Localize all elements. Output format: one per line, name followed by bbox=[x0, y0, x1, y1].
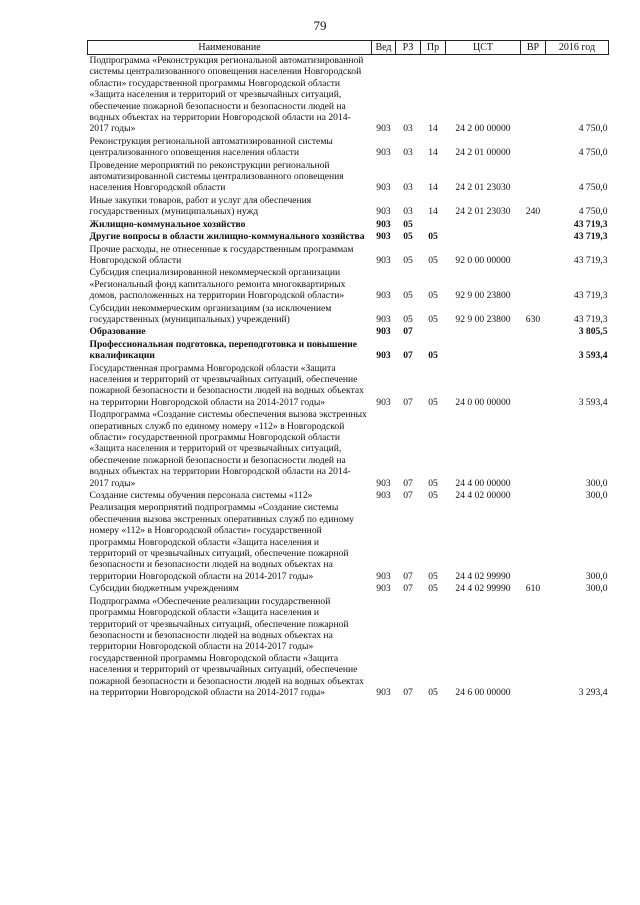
cell-cst bbox=[446, 231, 521, 243]
cell-sum: 43 719,3 bbox=[573, 254, 608, 266]
cell-name: Государственная программа Новгородской области «Защита населения и территорий от чрезвычайных ситуаций, обеспечение пожарной безопасности и безопасности людей на водных объектах на территории Новгородской области на 2014-2017 годы» bbox=[89, 362, 364, 408]
cell-vr bbox=[521, 363, 546, 410]
table-row bbox=[88, 363, 609, 410]
cell-vr bbox=[521, 160, 546, 195]
cell-pr: 05 bbox=[428, 477, 438, 489]
cell-vr bbox=[521, 409, 546, 490]
table-row bbox=[88, 244, 609, 268]
cell-cst bbox=[446, 326, 521, 338]
cell-sum: 4 750,0 bbox=[578, 182, 608, 194]
cell-vr bbox=[521, 339, 546, 363]
cell-name: Подпрограмма «Обеспечение реализации государственной программы Новгородской области «Защита населения и территорий от чрезвычайных ситуаций, обеспечение пожарной безопасности и безопасности людей на водных объектах на территории Новгородской области на 2014-2017 годы» государственной программы Новгородской области «Защита населения и территорий от чрезвычайных ситуаций, обеспечение пожарной безопасности и безопасности людей на водных объектах на территории Новгородской области на 2014-2017 годы» bbox=[89, 595, 364, 698]
cell-vr bbox=[521, 596, 546, 700]
cell-rz: 05 bbox=[403, 290, 413, 302]
cell-sum: 3 805,5 bbox=[578, 326, 608, 338]
cell-rz: 05 bbox=[403, 254, 413, 266]
cell-cst: 24 4 00 00000 bbox=[455, 477, 511, 489]
cell-sum: 4 750,0 bbox=[578, 147, 608, 159]
cell-cst: 24 4 02 00000 bbox=[455, 490, 511, 502]
table-row bbox=[88, 267, 609, 302]
cell-rz: 07 bbox=[403, 686, 413, 698]
cell-pr: 05 bbox=[428, 350, 438, 362]
cell-ved: 903 bbox=[376, 686, 391, 698]
cell-sum: 3 593,4 bbox=[578, 396, 608, 408]
cell-rz: 07 bbox=[403, 490, 413, 502]
cell-ved: 903 bbox=[376, 477, 391, 489]
table-row bbox=[88, 326, 609, 338]
cell-cst: 24 4 02 99990 bbox=[455, 570, 511, 582]
cell-name: Другие вопросы в области жилищно-коммунального хозяйства bbox=[89, 231, 365, 243]
cell-rz: 07 bbox=[403, 583, 413, 595]
cell-pr bbox=[421, 326, 446, 338]
cell-pr: 14 bbox=[428, 147, 438, 159]
table-header-row bbox=[88, 41, 609, 55]
cell-cst: 24 2 01 00000 bbox=[455, 147, 511, 159]
header-sum: 2016 год bbox=[546, 41, 609, 55]
cell-ved: 903 bbox=[376, 123, 391, 135]
budget-table bbox=[87, 40, 609, 699]
cell-rz: 07 bbox=[403, 326, 413, 338]
cell-cst: 24 6 00 00000 bbox=[455, 686, 511, 698]
cell-vr bbox=[521, 326, 546, 338]
cell-sum: 3 293,4 bbox=[578, 686, 608, 698]
cell-pr: 05 bbox=[428, 313, 438, 325]
cell-pr: 14 bbox=[428, 182, 438, 194]
cell-pr bbox=[421, 219, 446, 231]
cell-pr: 05 bbox=[428, 583, 438, 595]
cell-ved: 903 bbox=[376, 350, 391, 362]
cell-pr: 14 bbox=[428, 206, 438, 218]
table-row bbox=[88, 231, 609, 243]
cell-sum: 300,0 bbox=[585, 490, 608, 502]
table-row bbox=[88, 596, 609, 700]
table-row bbox=[88, 502, 609, 583]
cell-pr: 05 bbox=[428, 570, 438, 582]
cell-ved: 903 bbox=[376, 231, 391, 243]
cell-rz: 05 bbox=[403, 313, 413, 325]
cell-pr: 05 bbox=[428, 490, 438, 502]
cell-sum: 4 750,0 bbox=[578, 206, 608, 218]
cell-vr bbox=[521, 219, 546, 231]
cell-vr bbox=[521, 490, 546, 502]
table-row bbox=[88, 136, 609, 160]
cell-ved: 903 bbox=[376, 147, 391, 159]
table-row bbox=[88, 409, 609, 490]
cell-name: Образование bbox=[89, 326, 146, 338]
cell-vr bbox=[521, 502, 546, 583]
cell-sum: 300,0 bbox=[585, 583, 608, 595]
cell-sum: 300,0 bbox=[585, 477, 608, 489]
cell-cst: 24 0 00 00000 bbox=[455, 396, 511, 408]
cell-cst: 92 9 00 23800 bbox=[455, 290, 511, 302]
cell-pr: 05 bbox=[428, 290, 438, 302]
cell-pr: 05 bbox=[428, 396, 438, 408]
cell-name: Иные закупки товаров, работ и услуг для обеспечения государственных (муниципальных) нужд bbox=[89, 194, 312, 218]
cell-cst: 24 2 00 00000 bbox=[455, 123, 511, 135]
cell-name: Подпрограмма «Создание системы обеспечения вызова экстренных оперативных служб по единому номеру «112» в Новгородской области» государственной программы Новгородской области «Защита населения и территорий от чрезвычайных ситуаций, обеспечение пожарной безопасности и безопасности людей на водных объектах на территории Новгородской области на 2014-2017 годы» bbox=[89, 409, 367, 489]
cell-rz: 03 bbox=[403, 182, 413, 194]
cell-rz: 07 bbox=[403, 350, 413, 362]
cell-ved: 903 bbox=[376, 583, 391, 595]
table-row bbox=[88, 339, 609, 363]
cell-ved: 903 bbox=[376, 313, 391, 325]
cell-ved: 903 bbox=[376, 326, 391, 338]
cell-cst bbox=[446, 339, 521, 363]
table-row bbox=[88, 583, 609, 595]
table-body bbox=[88, 55, 609, 700]
header-cst: ЦСТ bbox=[446, 41, 521, 55]
cell-ved: 903 bbox=[376, 396, 391, 408]
cell-ved: 903 bbox=[376, 254, 391, 266]
cell-ved: 903 bbox=[376, 206, 391, 218]
cell-name: Реконструкция региональной автоматизированной системы централизованного оповещения населения области bbox=[89, 135, 333, 159]
header-name: Наименование bbox=[88, 41, 372, 55]
cell-vr: 240 bbox=[525, 206, 541, 218]
page-number: 79 bbox=[313, 18, 327, 33]
header-rz: РЗ bbox=[396, 41, 421, 55]
cell-name: Подпрограмма «Реконструкция региональной автоматизированной системы централизованного оповещения населения Новгородской области» государственной программы Новгородской области «Защита населения и территорий от чрезвычайных ситуаций, обеспечение пожарной безопасности и безопасности людей на водных объектах на территории Новгородской области на 2014-2017 годы» bbox=[89, 55, 364, 135]
cell-rz: 07 bbox=[403, 477, 413, 489]
cell-pr: 05 bbox=[428, 686, 438, 698]
table-row bbox=[88, 219, 609, 231]
cell-rz: 05 bbox=[403, 218, 413, 230]
cell-cst: 24 2 01 23030 bbox=[455, 206, 511, 218]
table-row bbox=[88, 55, 609, 136]
cell-rz: 07 bbox=[403, 396, 413, 408]
cell-vr bbox=[521, 267, 546, 302]
cell-rz: 03 bbox=[403, 206, 413, 218]
cell-sum: 43 719,3 bbox=[573, 290, 608, 302]
cell-rz: 03 bbox=[403, 123, 413, 135]
cell-cst: 92 0 00 00000 bbox=[455, 254, 511, 266]
cell-cst: 92 9 00 23800 bbox=[455, 313, 511, 325]
table-row bbox=[88, 195, 609, 219]
header-pr: Пр bbox=[421, 41, 446, 55]
cell-pr: 05 bbox=[428, 231, 438, 243]
cell-cst: 24 2 01 23030 bbox=[455, 182, 511, 194]
cell-ved: 903 bbox=[376, 490, 391, 502]
cell-name: Проведение мероприятий по реконструкции региональной автоматизированной системы централизованного оповещения населения Новгородской области bbox=[89, 159, 344, 194]
cell-pr: 05 bbox=[428, 254, 438, 266]
cell-sum: 43 719,3 bbox=[573, 231, 608, 243]
cell-ved: 903 bbox=[376, 218, 391, 230]
cell-ved: 903 bbox=[376, 182, 391, 194]
table-row bbox=[88, 303, 609, 327]
cell-sum: 43 719,3 bbox=[573, 313, 608, 325]
cell-name: Создание системы обучения персонала системы «112» bbox=[89, 490, 313, 502]
cell-name: Прочие расходы, не отнесенные к государственным программам Новгородской области bbox=[89, 243, 354, 266]
cell-vr bbox=[521, 244, 546, 268]
cell-rz: 07 bbox=[403, 570, 413, 582]
cell-rz: 03 bbox=[403, 147, 413, 159]
cell-ved: 903 bbox=[376, 570, 391, 582]
cell-ved: 903 bbox=[376, 290, 391, 302]
header-ved: Вед bbox=[372, 41, 396, 55]
cell-vr bbox=[521, 55, 546, 136]
cell-vr: 630 bbox=[525, 313, 541, 325]
cell-rz: 05 bbox=[403, 231, 413, 243]
header-vr: ВР bbox=[521, 41, 546, 55]
cell-name: Реализация мероприятий подпрограммы «Создание системы обеспечения вызова экстренных оперативных служб по единому номеру «112» в Новгородской области» государственной программы Новгородской области «Защита населения и территорий от чрезвычайных ситуаций, обеспечение пожарной безопасности и безопасности людей на водных объектах на территории Новгородской области на 2014-2017 годы» bbox=[89, 502, 354, 582]
cell-sum: 300,0 bbox=[585, 570, 608, 582]
cell-pr: 14 bbox=[428, 123, 438, 135]
cell-name: Субсидии некоммерческим организациям (за исключением государственных (муниципальных) учреждений) bbox=[89, 302, 332, 325]
cell-sum: 4 750,0 bbox=[578, 123, 608, 135]
cell-sum: 43 719,3 bbox=[573, 218, 608, 230]
table-row bbox=[88, 160, 609, 195]
cell-name: Профессиональная подготовка, переподготовка и повышение квалификации bbox=[89, 338, 358, 362]
cell-sum: 3 593,4 bbox=[578, 350, 608, 362]
cell-name: Субсидии бюджетным учреждениям bbox=[89, 583, 239, 595]
cell-cst bbox=[446, 219, 521, 231]
cell-vr: 610 bbox=[525, 583, 541, 595]
cell-name: Субсидия специализированной некоммерческой организации «Региональный фонд капитального ремонта многоквартирных домов, расположенных на территории Новгородской области» bbox=[89, 267, 346, 302]
cell-name: Жилищно-коммунальное хозяйство bbox=[89, 218, 246, 230]
cell-cst: 24 4 02 99990 bbox=[455, 583, 511, 595]
cell-vr bbox=[521, 136, 546, 160]
table-row bbox=[88, 490, 609, 502]
cell-vr bbox=[521, 231, 546, 243]
